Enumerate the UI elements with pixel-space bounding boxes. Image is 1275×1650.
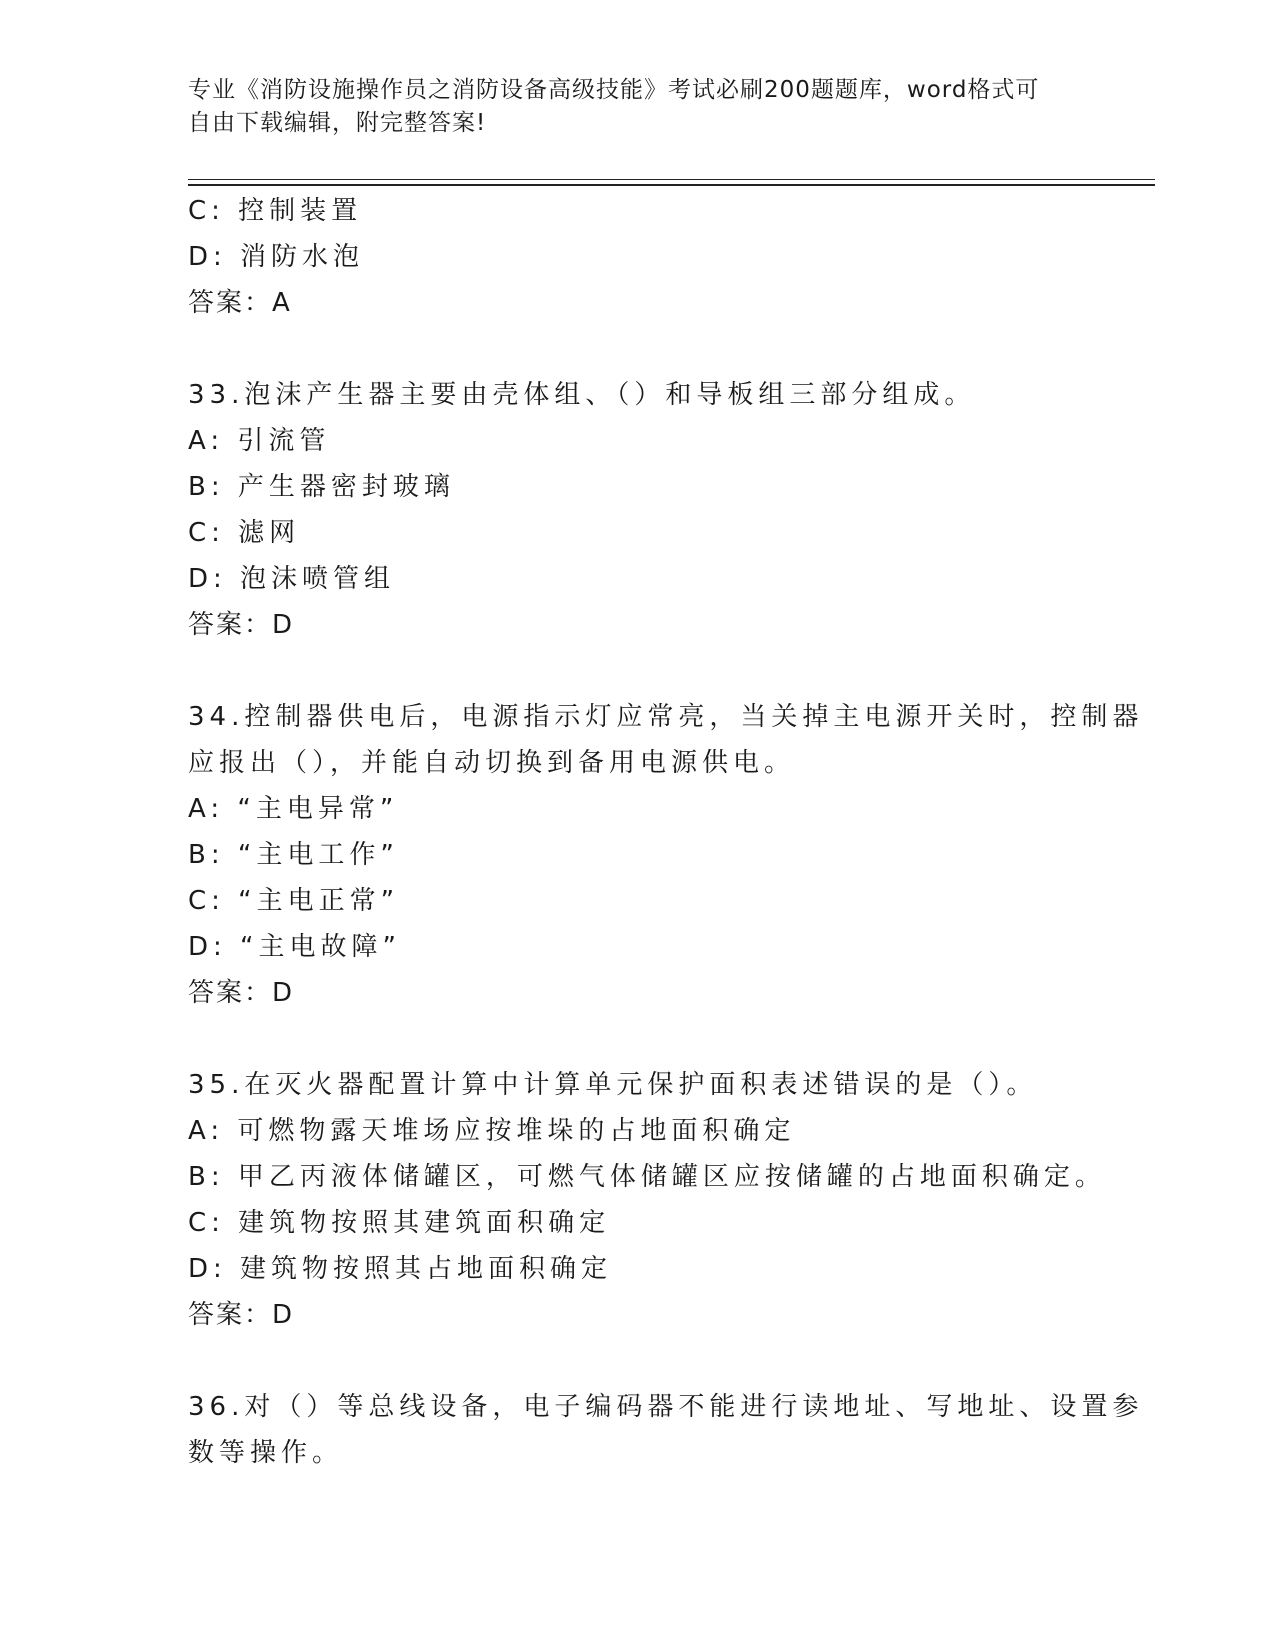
option-d: D: “主电故障”: [188, 932, 401, 962]
header-divider-thick: [188, 184, 1155, 186]
question-list: [188, 188, 1144, 1476]
option-a: A: 引流管: [188, 426, 331, 456]
question-text: 35.在灭火器配置计算中计算单元保护面积表述错误的是（）。: [188, 1070, 1038, 1100]
question-text-line-2: 数等操作。: [188, 1438, 344, 1468]
option-a: A: 可燃物露天堆场应按堆垛的占地面积确定: [188, 1116, 796, 1146]
answer: 答案：A: [188, 288, 292, 318]
answer: 答案：D: [188, 978, 295, 1008]
answer: 答案：D: [188, 610, 295, 640]
question-text-line-1: 34.控制器供电后，电源指示灯应常亮，当关掉主电源开关时，控制器: [188, 702, 1144, 732]
option-c: C: 建筑物按照其建筑面积确定: [188, 1208, 611, 1238]
question-block-32: [188, 188, 1088, 326]
option-b: B: “主电工作”: [188, 840, 399, 870]
answer: 答案：D: [188, 1300, 295, 1330]
spacer: [188, 326, 1088, 372]
question-block-33: [188, 372, 1088, 648]
option-c: C: 滤网: [188, 518, 301, 548]
question-block-35: [188, 1062, 1106, 1338]
document-header: [188, 74, 1068, 140]
question-block-34: [188, 694, 1144, 1016]
header-line-2: 自由下载编辑，附完整答案!: [188, 110, 487, 136]
option-a: A: “主电异常”: [188, 794, 399, 824]
spacer: [188, 1016, 1088, 1062]
option-d: D: 消防水泡: [188, 242, 365, 272]
option-b: B: 产生器密封玻璃: [188, 472, 455, 502]
spacer: [188, 1338, 1088, 1384]
spacer: [188, 648, 1088, 694]
header-line-1: 专业《消防设施操作员之消防设备高级技能》考试必刷200题题库，word格式可: [188, 77, 1040, 103]
question-text: 33.泡沫产生器主要由壳体组、（）和导板组三部分组成。: [188, 380, 976, 410]
option-d: D: 建筑物按照其占地面积确定: [188, 1254, 613, 1284]
option-c: C: 控制装置: [188, 196, 363, 226]
question-text-line-2: 应报出（），并能自动切换到备用电源供电。: [188, 748, 796, 778]
option-c: C: “主电正常”: [188, 886, 400, 916]
question-text-line-1: 36.对（）等总线设备，电子编码器不能进行读地址、写地址、设置参: [188, 1392, 1144, 1422]
question-block-36: [188, 1384, 1144, 1476]
option-b: B: 甲乙丙液体储罐区，可燃气体储罐区应按储罐的占地面积确定。: [188, 1162, 1106, 1192]
option-d: D: 泡沫喷管组: [188, 564, 396, 594]
header-divider-thin: [188, 179, 1155, 180]
